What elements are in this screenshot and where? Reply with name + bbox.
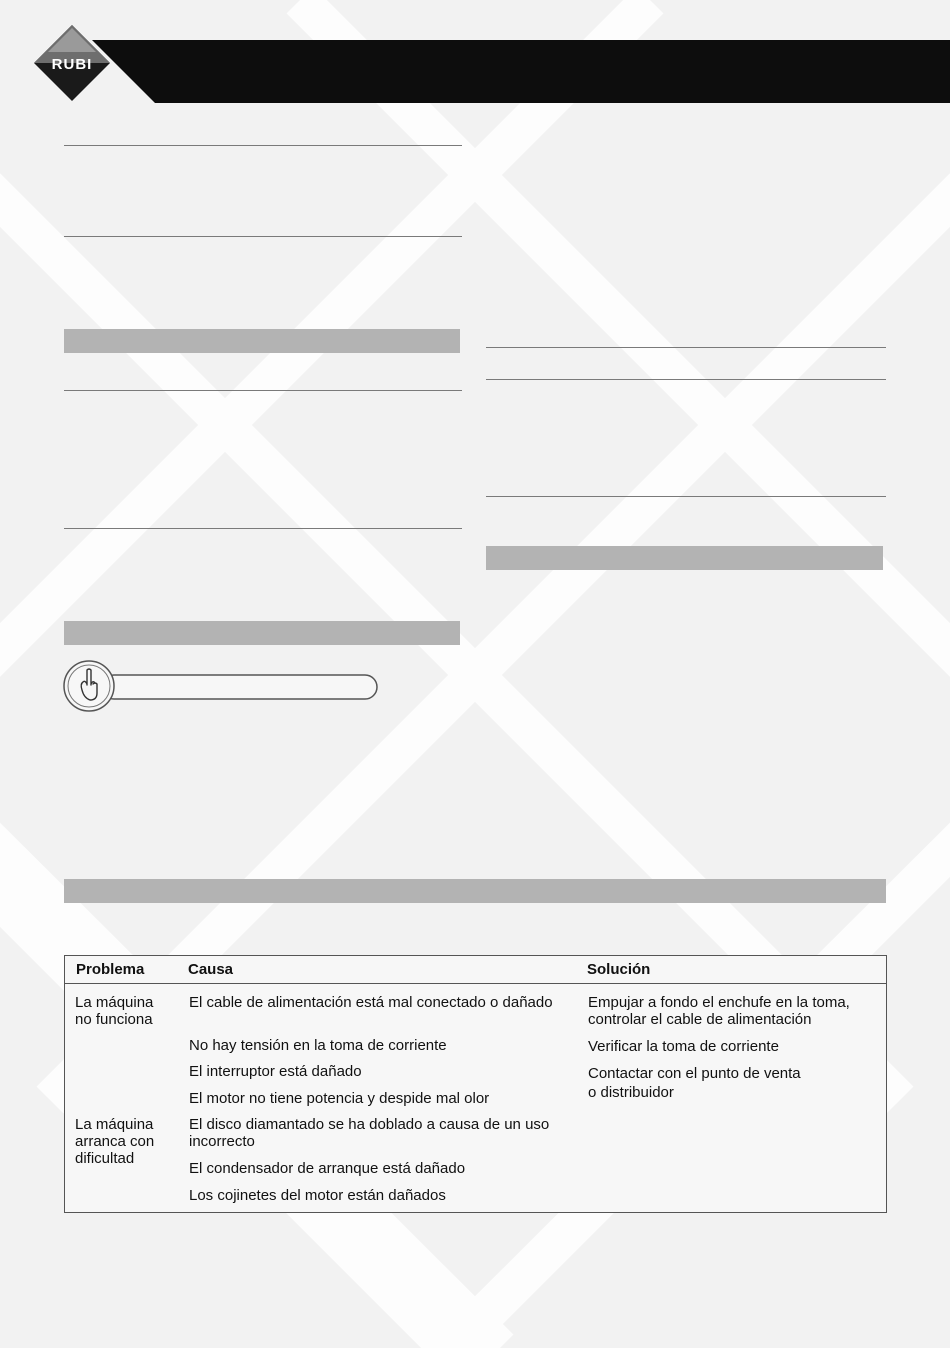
header-problem: Problema [76, 961, 145, 978]
rubi-logo [34, 25, 110, 101]
right-rule-2 [486, 379, 886, 380]
troubleshooting-table [64, 955, 887, 1213]
left-rule-2 [64, 236, 462, 237]
header-solution: Solución [587, 961, 651, 978]
troubleshooting-section-bar [64, 879, 886, 903]
cause-cell: El disco diamantado se ha doblado a causa de un uso incorrecto [189, 1116, 550, 1150]
logo-text: RUBI [51, 56, 93, 73]
solution-cell: Verificar la toma de corriente [588, 1038, 779, 1055]
problem-cell: La máquina no funciona [75, 994, 154, 1028]
right-section-bar-1 [486, 546, 883, 570]
table-header-row [65, 956, 886, 984]
attention-finger-icon [62, 660, 382, 712]
right-rule-3 [486, 496, 886, 497]
left-rule-1 [64, 145, 462, 146]
solution-cell: Empujar a fondo el enchufe en la toma, controlar el cable de alimentación [588, 994, 850, 1028]
solution-cell: Contactar con el punto de venta o distribuidor [588, 1065, 801, 1101]
cause-cell: El motor no tiene potencia y despide mal olor [189, 1090, 490, 1107]
left-section-bar-1 [64, 329, 460, 353]
cause-cell: Los cojinetes del motor están dañados [189, 1187, 446, 1204]
cause-cell: El cable de alimentación está mal conectado o dañado [189, 994, 553, 1011]
left-section-bar-2 [64, 621, 460, 645]
cause-cell: El condensador de arranque está dañado [189, 1160, 466, 1177]
problem-cell: La máquina arranca con dificultad [75, 1116, 155, 1167]
cause-cell: El interruptor está dañado [189, 1063, 362, 1080]
left-rule-3 [64, 390, 462, 391]
header-bar [0, 0, 950, 110]
cause-cell: No hay tensión en la toma de corriente [189, 1037, 447, 1054]
left-rule-4 [64, 528, 462, 529]
right-rule-1 [486, 347, 886, 348]
header-cause: Causa [188, 961, 234, 978]
